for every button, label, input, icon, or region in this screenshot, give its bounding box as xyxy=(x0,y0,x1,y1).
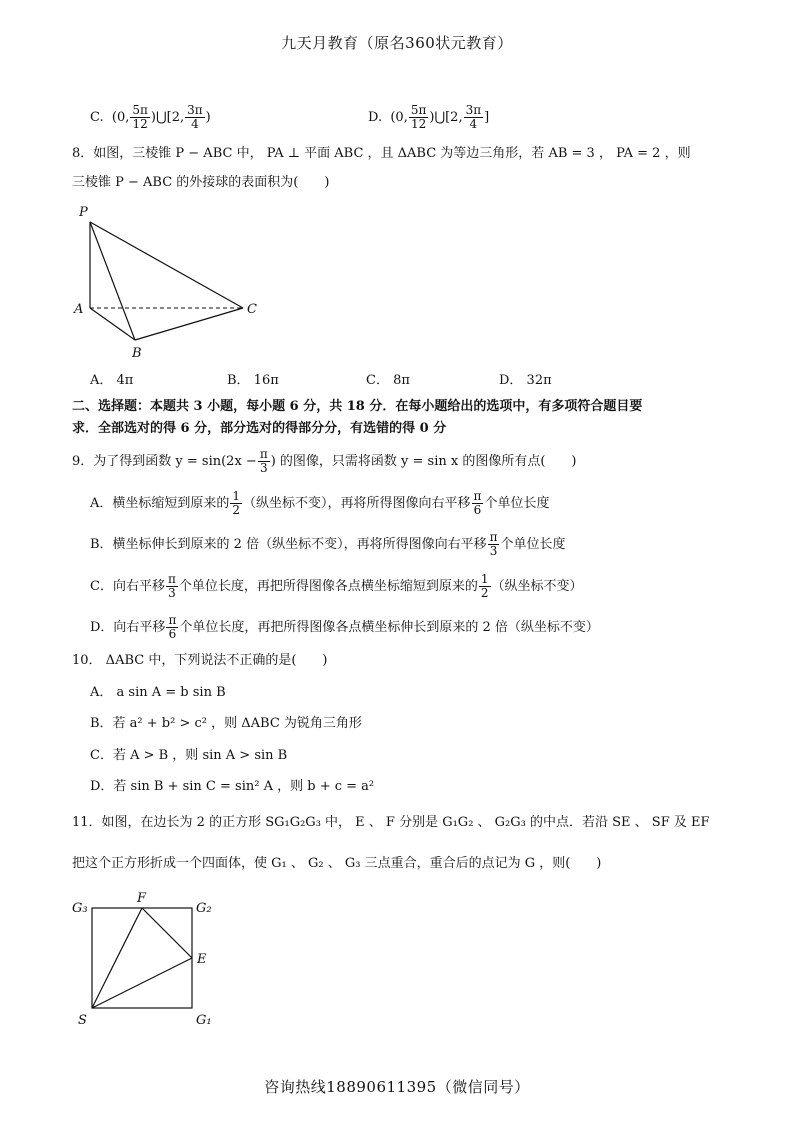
q9-a-end: 个单位长度 xyxy=(484,496,550,511)
q9-option-b xyxy=(90,531,566,558)
q9-c-frac2 xyxy=(479,573,491,600)
q9-b-frac xyxy=(488,531,500,558)
section2-heading-line2: 求．全部选对的得 6 分，部分选对的得部分分，有选错的得 0 分 xyxy=(72,421,447,436)
q7-d-frac2-den: 4 xyxy=(469,117,478,131)
label-g3: G₃ xyxy=(72,901,88,916)
edge-se xyxy=(92,958,192,1008)
q10-option-d: D．若 sin B + sin C = sin² A ，则 b + c = a² xyxy=(90,779,375,794)
q9-option-a xyxy=(90,490,549,517)
edge-pb xyxy=(90,222,135,340)
q9-option-d xyxy=(90,614,599,641)
q10-option-b: B．若 a² + b² > c² ，则 ΔABC 为锐角三角形 xyxy=(90,716,362,731)
label-f: F xyxy=(137,891,147,906)
edge-bc xyxy=(135,308,243,340)
q10-option-c: C．若 A > B ，则 sin A > sin B xyxy=(90,748,288,763)
q7-d-frac2 xyxy=(464,104,484,131)
label-a: A xyxy=(74,302,84,317)
q7-d-frac1 xyxy=(409,104,429,131)
q11-stem-line1: 11．如图，在边长为 2 的正方形 SG₁G₂G₃ 中， E 、 F 分别是 G₁G₂ 、 G₂G₃ 的中点．若沿 SE 、 SF 及 EF xyxy=(72,815,710,830)
q7-option-d-label: D. xyxy=(368,110,383,125)
q7-option-d-post: ] xyxy=(484,110,490,125)
q9-b-frac-den: 3 xyxy=(489,544,498,558)
q7-option-d xyxy=(368,104,489,131)
q9-stem-pre: 9．为了得到函数 y = sin(2x − xyxy=(72,454,257,469)
q7-c-frac2-den: 4 xyxy=(191,117,199,131)
q8-stem-line2: 三棱锥 P − ABC 的外接球的表面积为( ) xyxy=(72,175,330,190)
q7-option-c-label: C. xyxy=(90,110,104,125)
q9-c-frac2-num: 1 xyxy=(480,572,489,586)
q9-stem-frac-num: π xyxy=(259,447,268,461)
label-g1: G₁ xyxy=(196,1013,212,1028)
q8-option-d: D． 32π xyxy=(499,373,552,388)
q9-c-frac1 xyxy=(166,573,178,600)
q9-d-end: 个单位长度，再把所得图像各点横坐标伸长到原来的 2 倍（纵坐标不变） xyxy=(179,620,599,635)
q7-c-frac2 xyxy=(185,104,205,131)
q7-d-frac2-num: 3π xyxy=(465,103,482,117)
q9-b-pre: B．横坐标伸长到原来的 2 倍（纵坐标不变），再将所得图像向右平移 xyxy=(90,537,487,552)
q7-d-frac1-den: 12 xyxy=(410,117,427,131)
q9-d-frac-num: π xyxy=(168,613,177,627)
q7-option-c-post: ) xyxy=(205,110,211,125)
q8-option-a: A． 4π xyxy=(90,373,134,388)
q7-c-frac2-num: 3π xyxy=(187,103,203,117)
q9-d-frac-den: 6 xyxy=(168,627,177,641)
q7-option-d-mid: )⋃[2, xyxy=(429,110,463,125)
q7-option-d-pre: (0, xyxy=(390,110,408,125)
label-p: P xyxy=(79,205,88,220)
q7-option-c-mid: )⋃[2, xyxy=(150,110,185,125)
q9-a-frac2 xyxy=(472,490,484,517)
q9-a-post: （纵坐标不变），再将所得图像向右平移 xyxy=(243,496,471,511)
q9-stem xyxy=(72,448,576,475)
q9-b-end: 个单位长度 xyxy=(500,537,566,552)
q9-b-frac-num: π xyxy=(489,530,498,544)
q9-a-frac2-num: π xyxy=(473,489,482,503)
label-b: B xyxy=(132,346,142,361)
edge-ab xyxy=(90,308,135,340)
q8-stem-line1: 8．如图，三棱锥 P − ABC 中， PA ⊥ 平面 ABC ，且 ΔABC 为等边三角形，若 AB = 3 ， PA = 2 ，则 xyxy=(72,146,691,161)
q9-c-pre: C．向右平移 xyxy=(90,579,165,594)
q7-c-frac1-num: 5π xyxy=(132,103,148,117)
q11-stem-line2: 把这个正方形折成一个四面体，使 G₁ 、 G₂ 、 G₃ 三点重合，重合后的点记为 G ，则( ) xyxy=(72,856,602,871)
q9-c-end: （纵坐标不变） xyxy=(491,579,583,594)
page-header: 九天月教育（原名360状元教育） xyxy=(281,34,513,52)
q10-stem: 10． ΔABC 中，下列说法不正确的是( ) xyxy=(72,653,328,668)
label-s: S xyxy=(78,1013,87,1028)
q7-c-frac1 xyxy=(130,104,150,131)
q9-d-frac xyxy=(166,614,178,641)
q7-option-c xyxy=(90,104,211,131)
q9-stem-post: ) 的图像，只需将函数 y = sin x 的图像所有点( ) xyxy=(270,454,577,469)
label-e: E xyxy=(197,952,207,967)
q7-c-frac1-den: 12 xyxy=(132,117,148,131)
q9-stem-frac xyxy=(258,448,270,475)
page-footer: 咨询热线18890611395（微信同号） xyxy=(264,1078,530,1096)
q11-square-figure xyxy=(70,888,230,1033)
q9-c-frac1-num: π xyxy=(167,572,176,586)
q9-a-frac1 xyxy=(230,490,242,517)
q9-a-frac1-num: 1 xyxy=(232,489,241,503)
q10-option-a: A． a sin A = b sin B xyxy=(90,685,226,700)
edge-sf xyxy=(92,908,142,1008)
q9-c-frac2-den: 2 xyxy=(480,586,489,600)
q9-stem-frac-den: 3 xyxy=(259,461,268,475)
section2-heading-line1: 二、选择题：本题共 3 小题，每小题 6 分，共 18 分．在每小题给出的选项中，有多项符合题目要 xyxy=(72,399,643,414)
q8-option-c: C． 8π xyxy=(366,373,410,388)
q8-option-b: B． 16π xyxy=(227,373,279,388)
edge-pc xyxy=(90,222,243,308)
edge-ef xyxy=(142,908,192,958)
q7-option-c-pre: (0, xyxy=(111,110,130,125)
q9-d-pre: D．向右平移 xyxy=(90,620,166,635)
label-g2: G₂ xyxy=(196,901,212,916)
q9-option-c xyxy=(90,573,583,600)
q9-c-mid: 个单位长度，再把所得图像各点横坐标缩短到原来的 xyxy=(178,579,478,594)
q8-tetrahedron-figure xyxy=(70,200,270,365)
label-c: C xyxy=(247,302,257,317)
square-sg1g2g3 xyxy=(92,908,192,1008)
q9-a-frac2-den: 6 xyxy=(473,503,482,517)
q7-d-frac1-num: 5π xyxy=(410,103,427,117)
q9-c-frac1-den: 3 xyxy=(168,586,176,600)
q9-a-pre: A．横坐标缩短到原来的 xyxy=(90,496,230,511)
q9-a-frac1-den: 2 xyxy=(232,503,241,517)
